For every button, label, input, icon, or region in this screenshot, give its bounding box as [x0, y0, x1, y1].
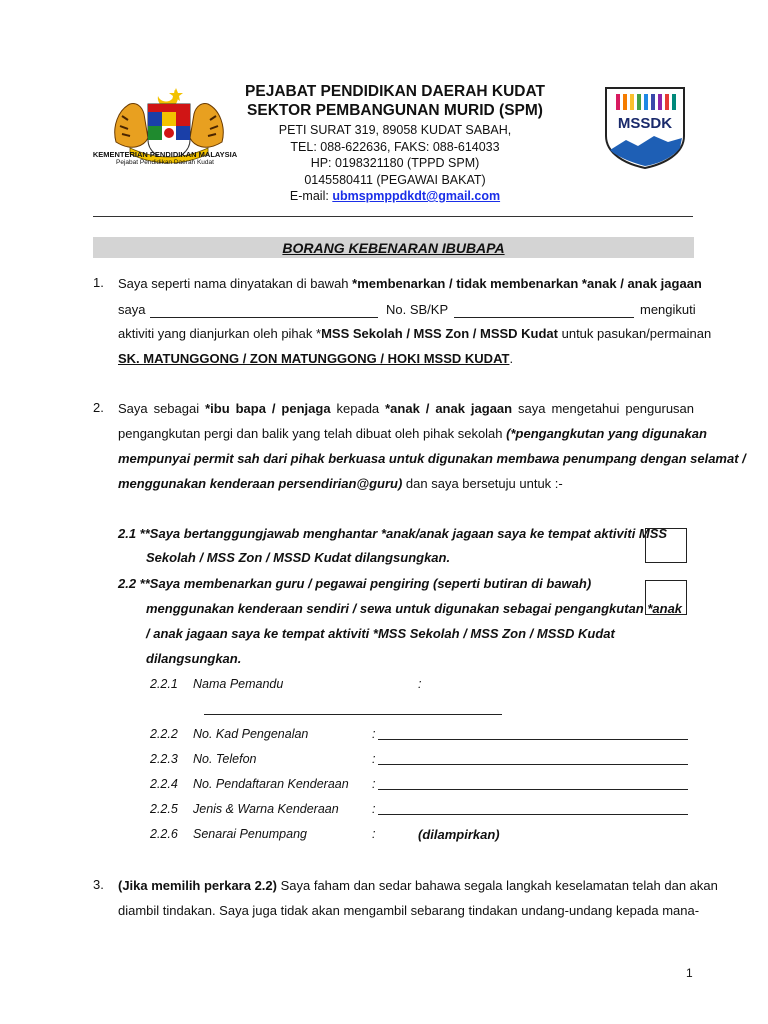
- org-hp: HP: 0198321180 (TPPD SPM): [310, 156, 480, 170]
- field-vehicle-reg-number: 2.2.4: [150, 777, 178, 791]
- field-vehicle-type-sep: :: [372, 802, 376, 816]
- option-2-1-checkbox[interactable]: [645, 528, 687, 563]
- form-title: BORANG KEBENARAN IBUBAPA: [282, 240, 505, 256]
- option-2-1-line2: Sekolah / MSS Zon / MSSD Kudat dilangsungkan.: [146, 550, 451, 565]
- section-1-line3: aktiviti yang dianjurkan oleh pihak *MSS Sekolah / MSS Zon / MSSD Kudat untuk pasukan/permainan: [118, 326, 712, 341]
- student-id-blank[interactable]: [454, 305, 634, 318]
- org-name: PEJABAT PENDIDIKAN DAERAH KUDAT: [245, 83, 545, 100]
- option-2-2-line4: dilangsungkan.: [146, 651, 242, 666]
- section-2-line2: pengangkutan pergi dan balik yang telah dibuat oleh pihak sekolah (*pengangkutan yang digunakan: [118, 426, 707, 441]
- ic-number-blank[interactable]: [378, 727, 688, 740]
- section-2-line3: mempunyai permit sah dari pihak berkuasa untuk digunakan membawa penumpang dengan selamat /: [118, 451, 746, 466]
- section-1-number: 1.: [93, 275, 104, 290]
- email-link[interactable]: ubmspmppdkdt@gmail.com: [332, 189, 501, 203]
- section-1-line1: Saya seperti nama dinyatakan di bawah *membenarkan / tidak membenarkan *anak / anak jagaan: [118, 276, 702, 291]
- field-driver-sep: :: [418, 677, 422, 691]
- email-label: E-mail:: [289, 189, 329, 203]
- section-1-line2: saya No. SB/KP mengikuti: [118, 302, 696, 317]
- section-3-line2: diambil tindakan. Saya juga tidak akan mengambil sebarang tindakan undang-undang kepada mana-: [118, 903, 700, 918]
- option-2-2-line2: menggunakan kenderaan sendiri / sewa untuk digunakan sebagai pengangkutan *anak: [146, 601, 683, 616]
- field-phone-number: 2.2.3: [150, 752, 178, 766]
- field-ic-label: No. Kad Pengenalan: [193, 727, 309, 741]
- field-vehicle-type-label: Jenis & Warna Kenderaan: [193, 802, 339, 816]
- org-hp2: 0145580411 (PEGAWAI BAKAT): [304, 173, 486, 187]
- field-phone-label: No. Telefon: [193, 752, 257, 766]
- option-2-1-line1: 2.1 **Saya bertanggungjawab menghantar *anak/anak jagaan saya ke tempat aktiviti MSS: [118, 526, 668, 541]
- driver-name-blank[interactable]: [204, 702, 502, 715]
- section-2-line1: Saya sebagai *ibu bapa / penjaga kepada *anak / anak jagaan saya mengetahui pengurusan: [118, 401, 695, 416]
- section-2-line4: menggunakan kenderaan persendirian@guru) dan saya bersetuju untuk :-: [118, 476, 563, 491]
- vehicle-type-blank[interactable]: [378, 802, 688, 815]
- field-ic-sep: :: [372, 727, 376, 741]
- mssdk-logo: [602, 84, 688, 170]
- section-2-number: 2.: [93, 400, 104, 415]
- field-vehicle-reg-label: No. Pendaftaran Kenderaan: [193, 777, 349, 791]
- section-3-number: 3.: [93, 877, 104, 892]
- option-2-2-checkbox[interactable]: [645, 580, 687, 615]
- field-driver-label: Nama Pemandu: [193, 677, 284, 691]
- option-2-2-line1: 2.2 **Saya membenarkan guru / pegawai pengiring (seperti butiran di bawah): [118, 576, 592, 591]
- org-address: PETI SURAT 319, 89058 KUDAT SABAH,: [278, 123, 512, 137]
- crest-caption-ministry: KEMENTERIAN PENDIDIKAN MALAYSIA: [92, 150, 238, 159]
- field-passengers-sep: :: [372, 827, 376, 841]
- org-tel: TEL: 088-622636, FAKS: 088-614033: [290, 140, 500, 154]
- mssdk-logo-text: MSSDK: [617, 115, 673, 132]
- field-passengers-number: 2.2.6: [150, 827, 178, 841]
- org-sector: SEKTOR PEMBANGUNAN MURID (SPM): [247, 102, 543, 119]
- student-name-blank[interactable]: [150, 305, 378, 318]
- field-vehicle-reg-sep: :: [372, 777, 376, 791]
- passengers-attached-note: (dilampirkan): [418, 827, 500, 842]
- field-driver-number: 2.2.1: [150, 677, 178, 691]
- section-3-line1: (Jika memilih perkara 2.2) Saya faham dan sedar bahawa segala langkah keselamatan telah dan akan: [118, 878, 718, 893]
- field-ic-number: 2.2.2: [150, 727, 178, 741]
- vehicle-reg-blank[interactable]: [378, 777, 688, 790]
- field-passengers-label: Senarai Penumpang: [193, 827, 307, 841]
- section-1-line4: SK. MATUNGGONG / ZON MATUNGGONG / HOKI MSSD KUDAT.: [118, 351, 514, 366]
- field-phone-sep: :: [372, 752, 376, 766]
- option-2-2-line3: / anak jagaan saya ke tempat aktiviti *MSS Sekolah / MSS Zon / MSSD Kudat: [146, 626, 615, 641]
- org-email-line: [230, 188, 560, 205]
- phone-blank[interactable]: [378, 752, 688, 765]
- field-vehicle-type-number: 2.2.5: [150, 802, 178, 816]
- header-divider: [93, 216, 693, 217]
- crest-caption-office: Pejabat Pendidikan Daerah Kudat: [116, 159, 214, 166]
- page-number: 1: [686, 966, 693, 980]
